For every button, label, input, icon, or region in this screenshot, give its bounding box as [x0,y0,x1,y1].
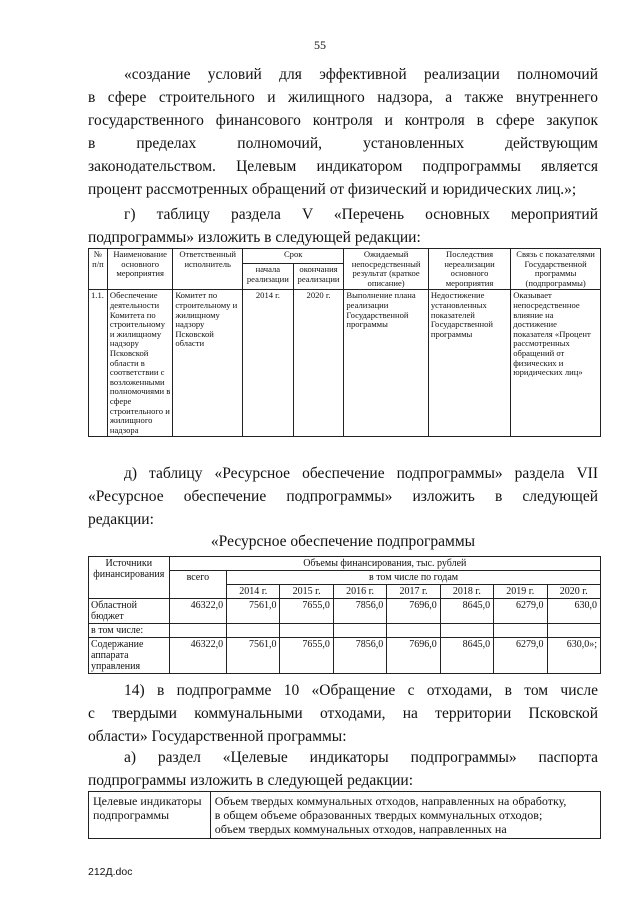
table-row [89,599,601,624]
indicators-table [88,791,601,839]
item-g-paragraph [88,203,598,249]
table-row [89,638,601,674]
item-a-paragraph [88,746,598,792]
item-14-line: области» Государственной программы: [88,728,347,745]
header-volumes: Объемы финансирования, тыс. рублей [169,557,600,571]
cell-value: 7856,0 [333,599,386,624]
table-row [89,792,601,839]
intro-line: процент рассмотренных обращений от физический и юридических лиц.»; [88,181,577,198]
cell-value: 7655,0 [280,638,333,674]
intro-line: «создание условий для эффективной реализации полномочий [124,66,598,83]
cell-value: 7561,0 [227,599,280,624]
item-a-line: а) раздел «Целевые индикаторы подпрограммы» паспорта [124,749,598,766]
item-d-line: «Ресурсное обеспечение подпрограммы» изложить в следующей [88,488,598,505]
resource-table [88,556,601,674]
cell-value: 8645,0 [440,599,493,624]
intro-paragraph [88,63,598,201]
header-year: 2018 г. [440,585,493,599]
header-consequences: Последствия нереализации основного мероприятия [428,249,510,290]
header-num: № п/п [89,249,108,290]
intro-line: в сфере строительного и жилищного надзора, а также внутреннего [88,89,598,106]
indicators-line: в общем объеме образованных твердых коммунальных отходов; [214,808,543,822]
item-14-line: с твердыми коммунальными отходами, на территории Псковской [88,705,598,722]
header-term: Срок [243,249,344,264]
header-year: 2016 г. [333,585,386,599]
item-14-line: 14) в подпрограмме 10 «Обращение с отходами, в том числе [124,682,598,699]
cell-expected: Выполнение плана реализации Государственной программы [344,290,428,437]
indicators-line: объем твердых коммунальных отходов, направленных на [214,822,507,836]
header-total: всего [169,571,226,599]
cell-value: 7655,0 [280,599,333,624]
cell-value: 6279,0 [494,599,547,624]
header-end: окончания реализации [293,263,344,289]
cell-end: 2020 г. [293,290,344,437]
cell-total: 46322,0 [169,599,226,624]
cell-responsible: Комитет по строительному и жилищному надзору Псковской области [173,290,243,437]
table-row [89,624,601,638]
row-label: Областной бюджет [89,599,170,624]
table-header-row [89,557,601,571]
table-row [89,290,601,437]
item-a-line: подпрограммы изложить в следующей редакции: [88,772,414,789]
indicators-content [210,792,600,839]
header-sources: Источники финансирования [89,557,170,599]
cell-value: 6279,0 [494,638,547,674]
table-header-row [89,249,601,264]
cell-value: 630,0 [547,599,601,624]
cell-name: Обеспечение деятельности Комитета по строительному и жилищному надзору Псковской области в соответствии с возложенными полномочиями в сфере строительного и жилищного надзора [107,290,172,437]
header-year: 2014 г. [227,585,280,599]
resource-table-title: «Ресурсное обеспечение подпрограммы [210,533,476,550]
cell-num: 1.1. [89,290,108,437]
cell-link: Оказывает непосредственное влияние на достижение показателя «Процент рассмотренных обращений от физических и юридических лиц» [511,290,601,437]
header-year: 2019 г. [494,585,547,599]
measures-table [88,248,601,437]
item-g-line: г) таблицу раздела V «Перечень основных мероприятий [124,206,598,223]
intro-line: государственного финансового контроля и контроля в сфере закупок [88,112,598,129]
header-year: 2020 г. [547,585,601,599]
cell-start: 2014 г. [243,290,294,437]
header-by-year: в том числе по годам [227,571,601,585]
header-year: 2015 г. [280,585,333,599]
row-label: в том числе: [89,624,170,638]
item-d-line: редакции: [88,511,154,528]
cell-value: 7696,0 [387,638,440,674]
header-responsible: Ответственный исполнитель [173,249,243,290]
cell-value: 7561,0 [227,638,280,674]
page-number: 55 [314,38,326,52]
intro-line: в пределах полномочий, установленных действующим [88,135,598,152]
cell-value: 8645,0 [440,638,493,674]
cell-value: 630,0»; [547,638,601,674]
item-g-line: подпрограммы» изложить в следующей редакции: [88,229,421,246]
header-start: начала реализации [243,263,294,289]
item-d-line: д) таблицу «Ресурсное обеспечение подпрограммы» раздела VII [124,465,598,482]
cell-consequences: Недостижение установленных показателей Государственной программы [428,290,510,437]
cell-value: 7696,0 [387,599,440,624]
indicators-label: Целевые индикаторы подпрограммы [89,792,211,839]
row-label: Содержание аппарата управления [89,638,170,674]
footer-filename: 212Д.doc [88,866,133,878]
cell-total: 46322,0 [169,638,226,674]
cell-value: 7856,0 [333,638,386,674]
header-name: Наименование основного мероприятия [107,249,172,290]
header-expected: Ожидаемый непосредственный результат (краткое описание) [344,249,428,290]
header-year: 2017 г. [387,585,440,599]
item-14-paragraph [88,679,598,748]
indicators-line: Объем твердых коммунальных отходов, направленных на обработку, [214,794,567,808]
item-d-paragraph [88,462,598,531]
header-link: Связь с показателями Государственной программы (подпрограммы) [511,249,601,290]
intro-line: законодательством. Целевым индикатором подпрограммы является [88,158,598,175]
